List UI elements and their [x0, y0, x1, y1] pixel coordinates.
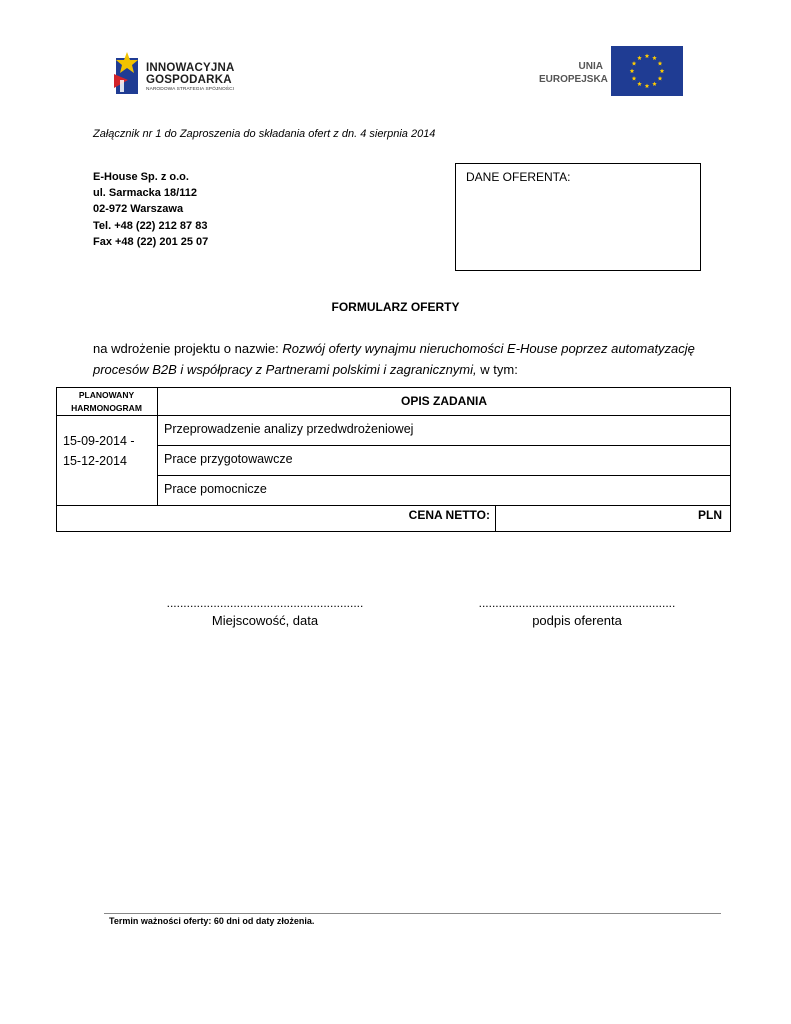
offer-table: [56, 387, 731, 532]
schedule-header-line-1: PLANOWANY: [78, 390, 135, 400]
annex-reference: Załącznik nr 1 do Zaproszenia do składania ofert z dn. 4 sierpnia 2014: [93, 128, 436, 140]
form-title: FORMULARZ OFERTY: [331, 300, 460, 314]
logo-line-2: GOSPODARKA: [146, 73, 232, 86]
company-name: E-House Sp. z o.o.: [93, 171, 189, 183]
net-price-currency[interactable]: PLN: [698, 508, 722, 522]
footer-divider: [104, 913, 721, 914]
schedule-dates: [63, 431, 135, 471]
bidder-signature-dots: ...........................................................: [478, 596, 676, 610]
company-city: 02-972 Warszawa: [93, 203, 184, 216]
intro-prefix: na wdrożenie projektu o nazwie:: [93, 341, 283, 356]
net-price-label: CENA NETTO:: [408, 508, 490, 522]
eu-star-icon: [632, 76, 637, 80]
eu-star-icon: [630, 69, 635, 73]
unia-europejska-logo: [539, 46, 685, 98]
bidder-signature-caption: podpis oferenta: [532, 613, 622, 628]
offer-validity-note: Termin ważności oferty: 60 dni od daty złożenia.: [109, 916, 315, 926]
eu-star-icon: [658, 76, 663, 80]
intro-suffix: w tym:: [476, 362, 518, 377]
eu-star-icon: [632, 61, 637, 65]
company-phone: Tel. +48 (22) 212 87 83: [93, 219, 208, 232]
schedule-header-line-2: HARMONOGRAM: [71, 402, 142, 413]
schedule-header: [56, 387, 157, 416]
eu-star-icon: [637, 56, 642, 60]
innowacyjna-gospodarka-emblem-icon: [110, 50, 146, 98]
task-row: Prace pomocnicze: [164, 482, 267, 496]
bidder-data-box[interactable]: [455, 163, 701, 271]
eu-star-icon: [645, 54, 650, 58]
task-row: Prace przygotowawcze: [164, 452, 293, 466]
schedule-date-start: 15-09-2014 -: [63, 434, 135, 448]
place-date-caption: Miejscowość, data: [211, 613, 319, 628]
task-row: Przeprowadzenie analizy przedwdrożeniowej: [164, 422, 414, 436]
task-description-header: OPIS ZADANIA: [400, 394, 487, 408]
eu-star-icon: [660, 69, 665, 73]
company-address-block: [93, 169, 208, 250]
company-fax: Fax +48 (22) 201 25 07: [93, 235, 209, 248]
project-name: Rozwój oferty wynajmu nieruchomości E-House poprzez automatyzację procesów B2B i współpracy z Partnerami polskimi i zagranicznymi,: [93, 341, 695, 377]
eu-logo-line-2: EUROPEJSKA: [539, 74, 608, 85]
place-date-signature[interactable]: [155, 596, 375, 630]
logo-line-1: INNOWACYJNA: [146, 62, 235, 74]
logo-line-3: NARODOWA STRATEGIA SPÓJNOŚCI: [146, 87, 235, 92]
company-street: ul. Sarmacka 18/112: [93, 187, 197, 200]
project-intro: [93, 338, 713, 380]
bidder-data-label: DANE OFERENTA:: [466, 170, 571, 184]
eu-logo-line-1: UNIA: [578, 61, 603, 72]
bidder-signature[interactable]: [467, 596, 687, 630]
eu-star-icon: [637, 82, 642, 86]
place-date-dots: ...........................................................: [166, 596, 364, 610]
eu-star-icon: [652, 56, 657, 60]
eu-star-icon: [658, 61, 663, 65]
schedule-date-end: 15-12-2014: [63, 454, 127, 468]
eu-star-icon: [645, 84, 650, 88]
eu-star-icon: [652, 82, 657, 86]
eu-flag-icon: [611, 46, 683, 96]
innowacyjna-gospodarka-logo: [110, 50, 250, 98]
